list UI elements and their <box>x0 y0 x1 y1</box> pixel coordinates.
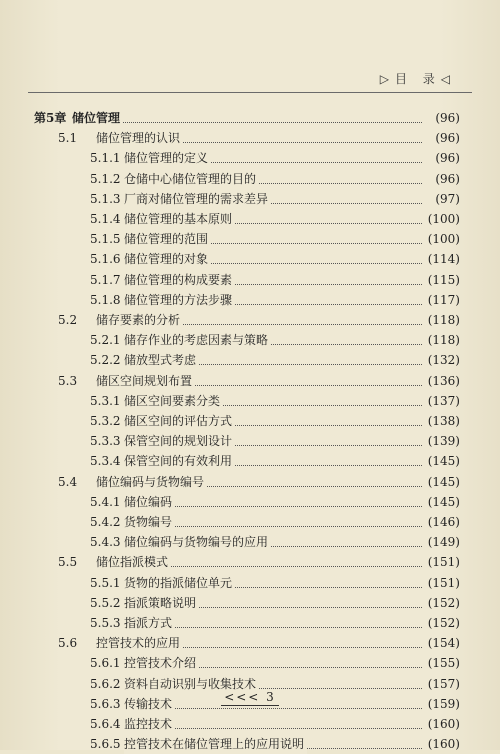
toc-entry-number: 5.4.1 <box>90 494 121 509</box>
toc-entry-page: (152) <box>427 595 460 610</box>
toc-entry-title: 资料自动识别与收集技术 <box>124 674 259 694</box>
toc-entry-page: (96) <box>435 131 460 146</box>
toc-entry-page: (160) <box>427 737 460 752</box>
toc-entry-page: (96) <box>435 171 460 186</box>
toc-entry-page: (137) <box>427 393 460 408</box>
toc-entry-number: 5.1.3 <box>90 191 121 206</box>
toc-entry-number: 5.1.8 <box>90 292 121 307</box>
toc-entry-number: 5.1.7 <box>90 272 121 287</box>
toc-entry-page: (96) <box>435 151 460 166</box>
toc-entry-number: 5.1.6 <box>90 252 121 267</box>
toc-entry-number: 5.3 <box>58 373 78 388</box>
toc-entry-number: 5.5.2 <box>90 595 121 610</box>
toc-entry-page: (152) <box>427 616 460 630</box>
toc-entry-number: 5.3.2 <box>90 414 121 428</box>
toc-entry-page: (157) <box>427 676 460 691</box>
toc-entry-number: 5.6.1 <box>90 656 121 671</box>
toc-entry-number: 5.1.4 <box>90 212 121 226</box>
running-header: ▷目 录◁ <box>379 72 456 86</box>
toc-entry-page: (138) <box>427 414 460 428</box>
toc-entry-page: (100) <box>427 232 460 247</box>
toc-entry-page: (118) <box>427 313 460 327</box>
toc-entry-page: (159) <box>427 696 460 711</box>
toc-entry-number: 5.4.3 <box>90 535 121 550</box>
toc-entry-title: 保管空间的规划设计 <box>124 431 235 451</box>
toc-entry-page: (114) <box>427 252 460 267</box>
toc-entry-number: 5.1 <box>58 131 78 146</box>
toc-entry-title: 储放型式考虑 <box>124 350 199 370</box>
toc-entry-page: (145) <box>427 454 460 469</box>
toc-entry-title: 储位编码与货物编号 <box>96 472 207 492</box>
toc-entry-number: 第5章 <box>34 111 67 125</box>
toc-entry-number: 5.4.2 <box>90 515 121 529</box>
toc-entry-number: 5.3.1 <box>90 393 121 408</box>
toc-entry-title: 储存要素的分析 <box>96 310 183 330</box>
toc-entry-number: 5.3.3 <box>90 434 121 449</box>
toc-entry-title: 仓储中心储位管理的目的 <box>124 169 259 189</box>
toc-entry-page: (117) <box>427 292 460 307</box>
toc-entry-title: 传输技术 <box>124 694 175 714</box>
toc-entry-page: (151) <box>427 575 460 590</box>
toc-entry-page: (97) <box>435 191 460 206</box>
toc-entry-title: 指派方式 <box>124 613 175 633</box>
toc-entry-title: 储位编码 <box>124 492 175 512</box>
toc-entry-title: 储位管理的定义 <box>124 148 211 168</box>
toc-entry-title: 储位管理的构成要素 <box>124 270 235 290</box>
toc-entry-page: (118) <box>427 333 460 348</box>
toc-leader-dots <box>72 102 422 123</box>
toc-entry-title: 控管技术在储位管理上的应用说明 <box>124 734 307 754</box>
toc-entry-page: (155) <box>427 656 460 671</box>
toc-entry-number: 5.1.2 <box>90 171 121 186</box>
header-rule <box>28 92 472 93</box>
toc-entry-title: 储位管理的基本原则 <box>124 209 235 229</box>
toc-entry-number: 5.6.4 <box>90 717 121 731</box>
toc-entry-title: 储区空间要素分类 <box>124 391 223 411</box>
toc-entry-title: 储存作业的考虑因素与策略 <box>124 330 271 350</box>
toc-entry-title: 储位管理的对象 <box>124 249 211 269</box>
toc-entry-page: (145) <box>427 474 460 489</box>
toc-entry-number: 5.2 <box>58 313 78 327</box>
toc-entry-number: 5.2.2 <box>90 353 121 368</box>
toc-entry-number: 5.6.5 <box>90 737 121 752</box>
toc-entry-title: 储区空间的评估方式 <box>124 411 235 431</box>
toc-entry-number: 5.6.3 <box>90 696 121 711</box>
toc-entry-title: 储位管理 <box>72 108 123 128</box>
toc-entry-page: (132) <box>427 353 460 368</box>
toc-entry-page: (160) <box>427 717 460 731</box>
toc-entry-title: 厂商对储位管理的需求差异 <box>124 189 271 209</box>
toc-entry-number: 5.5 <box>58 555 78 570</box>
toc-entry-page: (136) <box>427 373 460 388</box>
toc-entry-title: 储位管理的方法步骤 <box>124 290 235 310</box>
toc-entry-title: 储位编码与货物编号的应用 <box>124 532 271 552</box>
toc-entry-number: 5.4 <box>58 474 78 489</box>
toc-entry-page: (154) <box>427 636 460 651</box>
toc-entry-title: 控管技术介绍 <box>124 653 199 673</box>
toc-entry-page: (145) <box>427 494 460 509</box>
toc-entry-number: 5.2.1 <box>90 333 121 348</box>
toc-entry-page: (139) <box>427 434 460 449</box>
toc-entry-title: 储位管理的范围 <box>124 229 211 249</box>
toc-entry-title: 货物的指派储位单元 <box>124 573 235 593</box>
toc-entry-title: 指派策略说明 <box>124 593 199 613</box>
toc-entry-title: 保管空间的有效利用 <box>124 451 235 471</box>
toc-entry-page: (100) <box>427 212 460 226</box>
toc-entry-number: 5.1.5 <box>90 232 121 247</box>
toc-entry-title: 储位指派模式 <box>96 552 171 572</box>
toc-entry-number: 5.5.1 <box>90 575 121 590</box>
toc-entry-number: 5.3.4 <box>90 454 121 469</box>
toc-entry-page: (115) <box>427 272 460 287</box>
page-footer <box>0 690 500 704</box>
toc-entry-title: 货物编号 <box>124 512 175 532</box>
toc-entry-page: (151) <box>427 555 460 570</box>
toc-subsection-row <box>0 734 500 754</box>
toc-entry-number: 5.1.1 <box>90 151 121 166</box>
toc-entry-page: (146) <box>427 515 460 529</box>
toc-entry-title: 监控技术 <box>124 714 175 734</box>
toc-entry-title: 储位管理的认识 <box>96 128 183 148</box>
page-number: <<< 3 <box>221 690 279 706</box>
toc-entry-number: 5.6.2 <box>90 676 121 691</box>
toc-entry-title: 控管技术的应用 <box>96 633 183 653</box>
toc-entry-page: (149) <box>427 535 460 550</box>
toc-entry-number: 5.5.3 <box>90 616 121 630</box>
toc-entry-number: 5.6 <box>58 636 78 651</box>
toc-entry-page: (96) <box>435 111 460 125</box>
toc-entry-title: 储区空间规划布置 <box>96 371 195 391</box>
